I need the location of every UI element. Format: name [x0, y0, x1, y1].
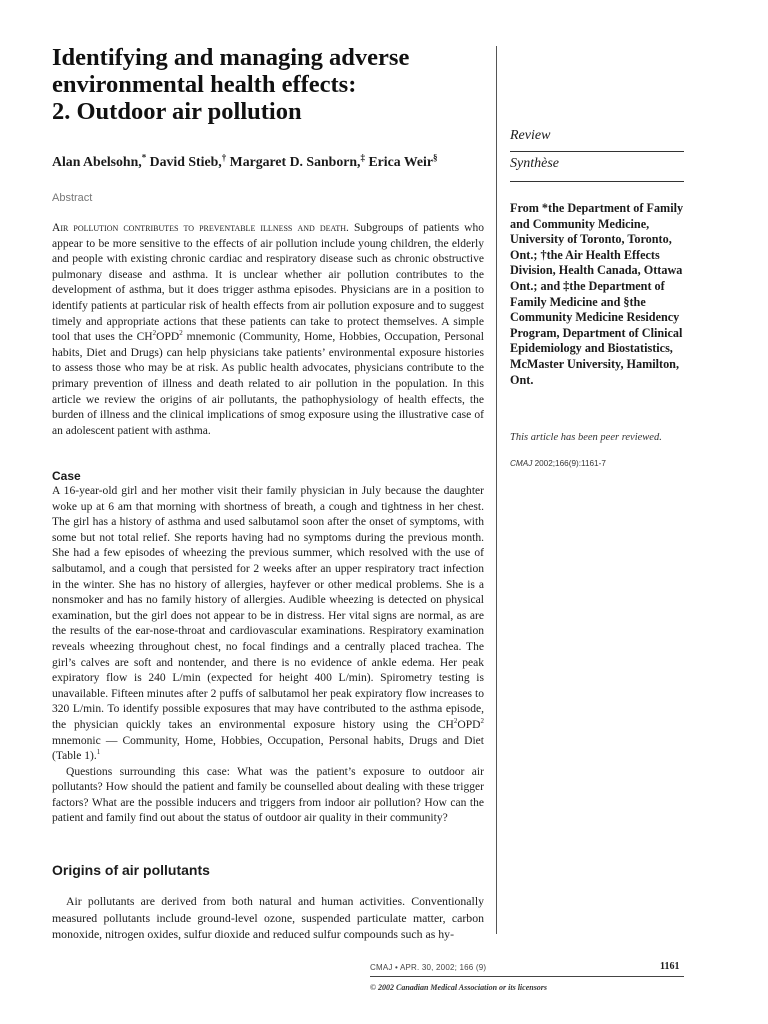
- citation-journal: CMAJ: [510, 459, 533, 468]
- case-body: [52, 484, 484, 827]
- column-divider: [496, 46, 497, 934]
- title-line-1: Identifying and managing adverse: [52, 44, 410, 71]
- abstract-text: OPD: [156, 331, 180, 344]
- citation-details: 2002;166(9):1161-7: [532, 459, 606, 468]
- author-mark: §: [432, 152, 438, 163]
- section-body: [52, 893, 484, 943]
- case-text: A 16-year-old girl and her mother visit their family physician in July because the daughter woke up at 6 am that morning with shortness of breath, a cough and tightness in her chest. The girl has a history of asthma and used salbutamol soon after the onset of symptoms, with some but not total relief. She reports having had no symptoms during the previous month. She had a few episodes of wheezing the previous summer, which resolved with the use of salbutamol, and a cough that persisted for 2 weeks after an upper respiratory tract infection in the winter. She has no history of allergies, hayfever or other medical problems. She is a nonsmoker and has no family history of allergies. Audible wheezing is detected on physical examination, but the girl does not appear to be in distress. Her vital signs are normal, as are the results of the ear-nose-throat and cardiovascular examinations. Respiratory examination reveals wheezing throughout chest, no focal findings and a centrally placed trachea. The girl’s calves are soft and nontender, and there is no evidence of ankle edema. Her peak expiratory flow is 240 L/min (expected for height 400 L/min). Spirometry testing is unavailable. Fifteen minutes after 2 puffs of salbutamol her peak expiratory flow increases to 320 L/min. To identify possible exposures that may have contributed to the asthma episode, the physician quickly takes an environmental exposure history using the CH: [52, 485, 484, 731]
- abstract-lead: Air pollution contributes to preventable illness and death.: [52, 222, 349, 234]
- sidebar-rule: [510, 151, 684, 152]
- author-name: Margaret D. Sanborn,: [226, 154, 361, 169]
- abstract-text: Subgroups of patients who appear to be more sensitive to the effects of air pollution include young children, the elderly and people with existing chronic cardiac and respiratory disease such as chronic obstructive pulmonary disease and asthma. It is unclear whether air pollution contributes to the development of asthma, but it does trigger asthma episodes. Physicians are in a position to identify patients at particular risk of health effects from air pollution exposure and to suggest timely and appropriate actions that these patients can take to protect themselves. A simple tool that uses the CH: [52, 222, 485, 344]
- case-heading: Case: [52, 469, 81, 483]
- case-paragraph: Questions surrounding this case: What was the patient’s exposure to outdoor air pollutants? How should the patient and family be counselled about dealing with these trigger factors? What are the possible inducers and triggers from indoor air pollution? How can the patient and family find out about the status of outdoor air quality in their community?: [52, 765, 484, 825]
- author-name: Erica Weir: [365, 154, 433, 169]
- title-line-2: environmental health effects:: [52, 71, 357, 98]
- superscript: 2: [453, 717, 458, 726]
- section-label-synthese: Synthèse: [510, 156, 559, 171]
- footer-journal: CMAJ • APR. 30, 2002; 166 (9): [370, 963, 487, 972]
- page-number: 1161: [660, 961, 680, 972]
- abstract-body: [52, 221, 484, 439]
- author-mark: †: [221, 152, 227, 163]
- superscript: 2: [152, 329, 157, 338]
- section-heading: Origins of air pollutants: [52, 862, 210, 878]
- author-name: Alan Abelsohn,: [52, 154, 142, 169]
- peer-review-note: This article has been peer reviewed.: [510, 432, 662, 443]
- section-label-review: Review: [510, 128, 551, 143]
- copyright-notice: © 2002 Canadian Medical Association or its licensors: [370, 983, 548, 992]
- case-text: mnemonic — Community, Home, Hobbies, Occupation, Personal habits, Drugs and Diet (Table 1).: [52, 734, 484, 763]
- citation: [510, 459, 606, 468]
- abstract-heading: Abstract: [52, 192, 93, 204]
- abstract-text: mnemonic (Community, Home, Hobbies, Occupation, Personal habits, Diet and Drugs) can help physicians take patients’ environmental exposure histories to assess those who may be at risk. As public health advocates, physicians contribute to the primary prevention of illness and death related to air pollution in the population. In this article we review the origins of air pollutants, the pathophysiology of health effects, the burden of illness and the clinical implications of smog exposure using the illustrative case of an adolescent patient with asthma.: [52, 331, 484, 437]
- author-list: [52, 154, 492, 170]
- section-paragraph: Air pollutants are derived from both natural and human activities. Conventionally measured pollutants include ground-level ozone, suspended particulate matter, carbon monoxide, nitrogen oxides, sulfur dioxide and reduced sulfur compounds such as hy-: [52, 894, 484, 941]
- superscript: 2: [480, 717, 484, 726]
- superscript: 2: [179, 329, 183, 338]
- case-paragraph: [52, 484, 484, 765]
- author-mark: ‡: [360, 152, 365, 163]
- author-affiliations: From *the Department of Family and Community Medicine, University of Toronto, Toronto, Ont.; †the Air Health Effects Division, Health Canada, Ottawa Ont.; and ‡the Department of Family Medicine and §the Community Medicine Residency Program, Department of Clinical Epidemiology and Biostatistics, McMaster University, Hamilton, Ont.: [510, 201, 684, 387]
- article-title: [52, 44, 482, 125]
- title-line-3: 2. Outdoor air pollution: [52, 98, 302, 125]
- footer-rule: [370, 976, 684, 977]
- author-name: David Stieb,: [146, 154, 222, 169]
- sidebar-rule: [510, 181, 684, 182]
- case-text: OPD: [457, 718, 481, 731]
- reference-mark: 1: [96, 748, 101, 757]
- author-mark: *: [141, 152, 147, 163]
